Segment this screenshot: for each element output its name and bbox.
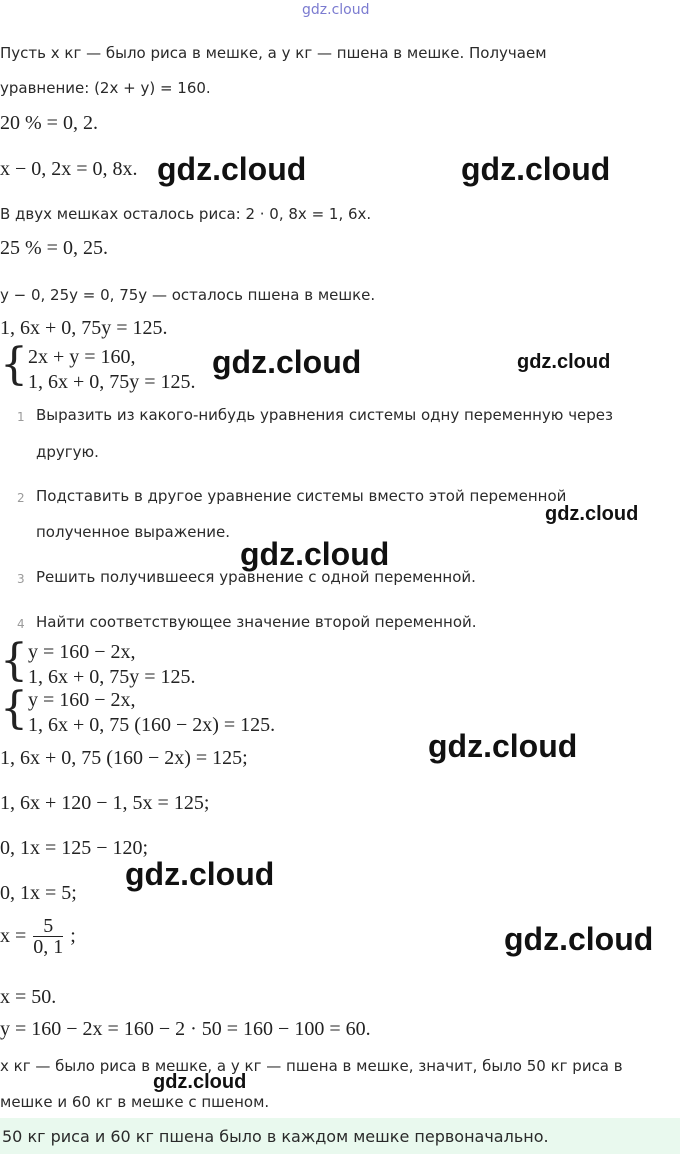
millet-left: y − 0, 25y = 0, 75y — осталось пшена в мешке. (0, 286, 376, 304)
system2-line-1: y = 160 − 2x, (28, 641, 136, 663)
solve-line-4: 0, 1x = 5; (0, 882, 77, 904)
watermark: gdz.cloud (504, 921, 654, 957)
watermark-top: gdz.cloud (302, 2, 370, 18)
fraction-numerator: 5 (33, 916, 63, 937)
rice-two-bags: В двух мешках осталось риса: 2 · 0, 8x = 1, 6x. (0, 205, 372, 223)
fraction (33, 916, 63, 957)
answer-text: 50 кг риса и 60 кг пшена было в каждом мешке первоначально. (2, 1127, 549, 1146)
step-1-line-1: Выразить из какого-нибудь уравнения системы одну переменную через (36, 406, 614, 424)
equation-sum: 1, 6x + 0, 75y = 125. (0, 317, 168, 339)
system2-line-2: 1, 6x + 0, 75y = 125. (28, 666, 196, 688)
step-4-line-1: Найти соответствующее значение второй переменной. (36, 613, 477, 631)
fraction-line (0, 916, 76, 957)
step-2-line-1: Подставить в другое уравнение системы вместо этой переменной (36, 487, 567, 505)
step-number: 2 (17, 491, 25, 505)
step-1-line-2: другую. (36, 443, 99, 461)
solve-line-2: 1, 6x + 120 − 1, 5x = 125; (0, 792, 210, 814)
watermark: gdz.cloud (240, 536, 390, 572)
watermark: gdz.cloud (125, 856, 275, 892)
conclusion-line-1: x кг — было риса в мешке, а y кг — пшена в мешке, значит, было 50 кг риса в (0, 1057, 623, 1075)
step-number: 4 (17, 617, 25, 631)
watermark: gdz.cloud (461, 151, 611, 187)
system1-line-1: 2x + y = 160, (28, 346, 136, 368)
system-brace: { (0, 635, 28, 686)
rice-left-equation: x − 0, 2x = 0, 8x. (0, 158, 138, 180)
system3-line-1: y = 160 − 2x, (28, 689, 136, 711)
watermark: gdz.cloud (153, 1071, 247, 1093)
watermark: gdz.cloud (212, 344, 362, 380)
watermark: gdz.cloud (545, 503, 639, 525)
step-3-line-1: Решить получившееся уравнение с одной переменной. (36, 568, 476, 586)
system-brace: { (0, 683, 28, 734)
fraction-tail: ; (70, 925, 76, 947)
y-value: y = 160 − 2x = 160 − 2 · 50 = 160 − 100 = 60. (0, 1018, 371, 1040)
system-brace: { (0, 339, 28, 390)
fraction-lhs: x = (0, 925, 27, 947)
watermark: gdz.cloud (157, 151, 307, 187)
percent-20: 20 % = 0, 2. (0, 112, 98, 134)
step-2-line-2: полученное выражение. (36, 523, 231, 541)
step-number: 3 (17, 572, 25, 586)
intro-line-1: Пусть x кг — было риса в мешке, а y кг — пшена в мешке. Получаем (0, 44, 547, 62)
solve-line-1: 1, 6x + 0, 75 (160 − 2x) = 125; (0, 747, 248, 769)
intro-line-2 (0, 79, 211, 97)
watermark: gdz.cloud (517, 351, 611, 373)
step-number: 1 (17, 410, 25, 424)
conclusion-line-2: мешке и 60 кг в мешке с пшеном. (0, 1093, 270, 1111)
intro-line-2-text: уравнение: (2x + y) = 160. (0, 79, 211, 97)
system3-line-2: 1, 6x + 0, 75 (160 − 2x) = 125. (28, 714, 276, 736)
percent-25: 25 % = 0, 25. (0, 237, 108, 259)
solve-line-3: 0, 1x = 125 − 120; (0, 837, 149, 859)
x-value: x = 50. (0, 986, 57, 1008)
watermark: gdz.cloud (428, 728, 578, 764)
answer-box (0, 1118, 680, 1154)
system1-line-2: 1, 6x + 0, 75y = 125. (28, 371, 196, 393)
fraction-denominator: 0, 1 (33, 936, 64, 958)
